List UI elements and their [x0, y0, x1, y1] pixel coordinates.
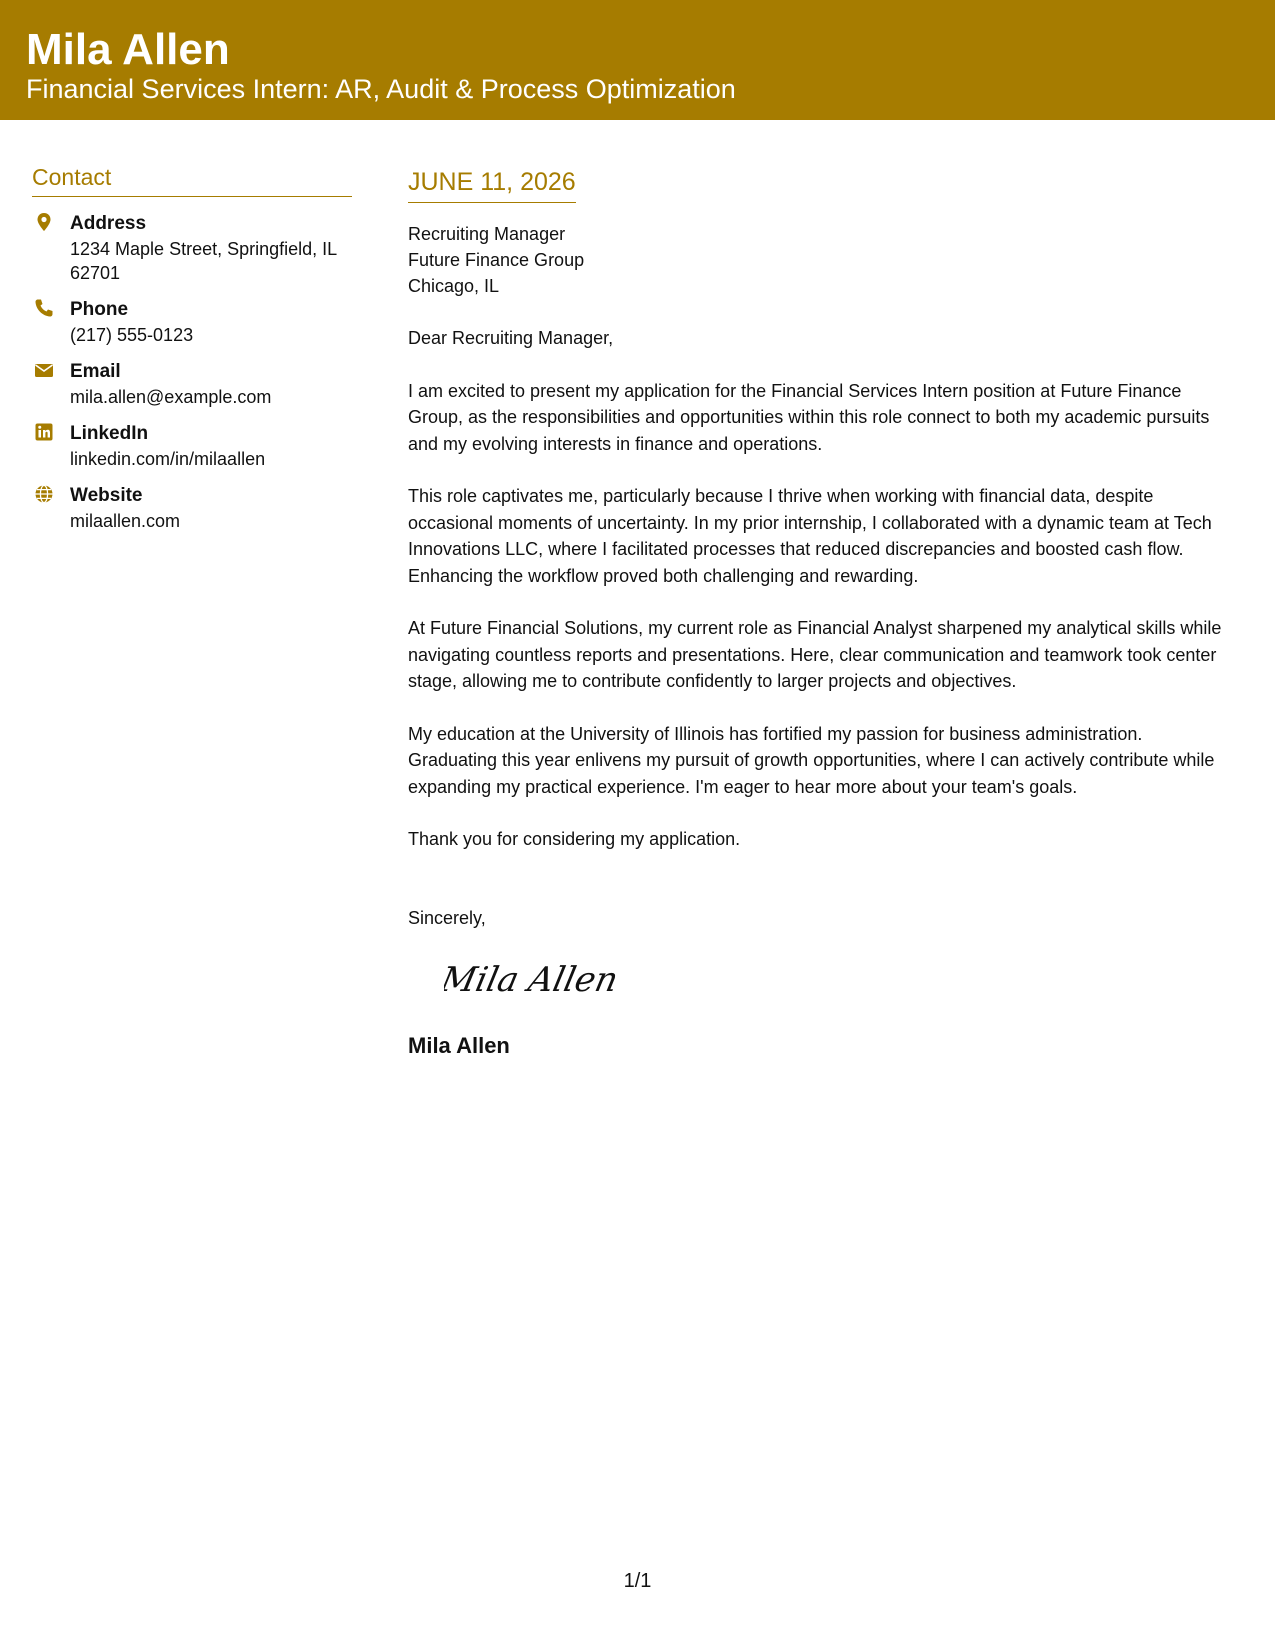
recipient-line: Future Finance Group	[408, 250, 585, 270]
letter-paragraph: Thank you for considering my application.	[408, 829, 741, 849]
contact-value: 1234 Maple Street, Springfield, IL 62701	[70, 239, 337, 283]
letter-paragraph: At Future Financial Solutions, my current role as Financial Analyst sharpened my analytical skills while navigating countless reports and presentations. Here, clear communication and teamwork took center stage, allowing me to contribute confidently to larger projects and objectives.	[408, 618, 1222, 691]
contact-label: LinkedIn	[70, 423, 149, 444]
contact-label: Website	[70, 485, 143, 506]
letter-paragraph: My education at the University of Illinois has fortified my passion for business administration. Graduating this year enlivens my pursuit of growth opportunities, where I can actively contribute while expanding my practical experience. I'm eager to hear more about your team's goals.	[408, 723, 1215, 797]
page-number: 1/1	[623, 1570, 652, 1592]
signed-name: Mila Allen	[408, 1032, 510, 1058]
contact-phone	[32, 297, 352, 347]
applicant-name: Mila Allen	[26, 25, 230, 74]
closing: Sincerely,	[408, 907, 486, 928]
contact-website	[32, 483, 352, 533]
contact-value[interactable]: mila.allen@example.com	[70, 387, 272, 407]
contact-sidebar	[32, 160, 352, 545]
letter-date: JUNE 11, 2026	[408, 164, 576, 203]
globe-icon	[34, 484, 54, 504]
map-pin-icon	[34, 212, 54, 232]
contact-address	[32, 211, 352, 285]
recipient-line: Recruiting Manager	[408, 224, 566, 244]
contact-heading: Contact	[32, 160, 352, 197]
letter-body	[408, 164, 1228, 1061]
recipient-line: Chicago, IL	[408, 276, 500, 296]
contact-value: (217) 555-0123	[70, 325, 194, 345]
contact-label: Email	[70, 361, 121, 382]
recipient-block	[408, 221, 1228, 299]
contact-email	[32, 359, 352, 409]
signature-text: Mila Allen	[444, 960, 622, 1000]
header-banner	[0, 0, 1275, 120]
envelope-icon	[34, 360, 54, 380]
letter-paragraph: I am excited to present my application for the Financial Services Intern position at Future Finance Group, as the responsibilities and opportunities within this role connect to both my academic pursuits and my evolving interests in finance and operations.	[408, 380, 1210, 454]
salutation: Dear Recruiting Manager,	[408, 328, 614, 348]
contact-linkedin	[32, 421, 352, 471]
applicant-title: Financial Services Intern: AR, Audit & Process Optimization	[26, 74, 736, 104]
contact-value[interactable]: linkedin.com/in/milaallen	[70, 449, 266, 469]
contact-label: Phone	[70, 299, 129, 320]
phone-icon	[34, 298, 54, 318]
contact-value[interactable]: milaallen.com	[70, 511, 181, 531]
contact-label: Address	[70, 213, 147, 234]
letter-paragraph: This role captivates me, particularly because I thrive when working with financial data, despite occasional moments of uncertainty. In my prior internship, I collaborated with a dynamic team at Tech Innovations LLC, where I facilitated processes that reduced discrepancies and boosted cash flow. Enhancing the workflow proved both challenging and rewarding.	[408, 486, 1212, 586]
linkedin-icon	[34, 422, 54, 442]
signature-image	[444, 949, 644, 1009]
